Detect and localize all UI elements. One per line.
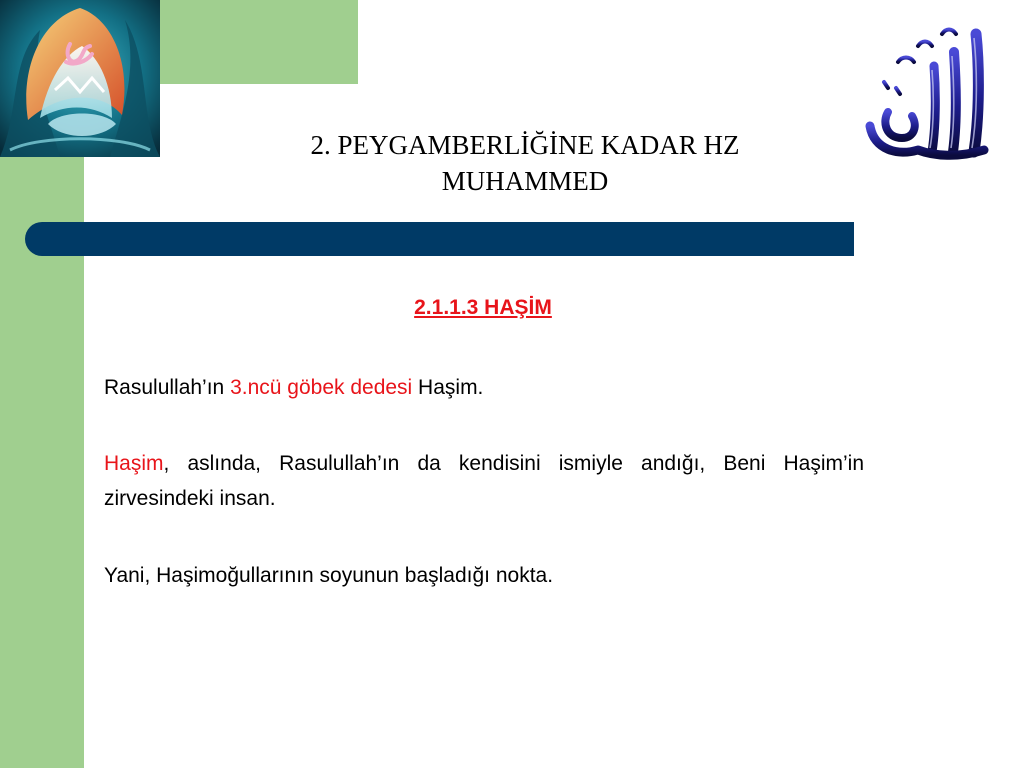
allah-calligraphy-image (858, 22, 998, 167)
paragraph-2-rest: , aslında, Rasulullah’ın da kendisini ismiyle andığı, Beni Haşim’in zirvesindeki insan. (104, 452, 864, 510)
paragraph-3: Yani, Haşimoğullarının soyunun başladığı nokta. (104, 564, 554, 587)
paragraph-2-highlight: Haşim (104, 452, 164, 475)
paragraph-1-after: Haşim. (412, 376, 484, 399)
paragraph-1-before: Rasulullah’ın (104, 376, 231, 399)
title-line-1: 2. PEYGAMBERLİĞİNE KADAR HZ (310, 130, 740, 160)
corner-art-image (0, 0, 160, 157)
section-heading: 2.1.1.3 HAŞİM (414, 296, 552, 319)
paragraph-2 (104, 446, 864, 516)
title-line-2: MUHAMMED (441, 166, 609, 196)
paragraph-1-highlight: 3.ncü göbek dedesi (230, 376, 413, 399)
paragraph-1 (104, 370, 864, 405)
page-title (200, 127, 850, 199)
title-underline-bar (25, 222, 854, 256)
